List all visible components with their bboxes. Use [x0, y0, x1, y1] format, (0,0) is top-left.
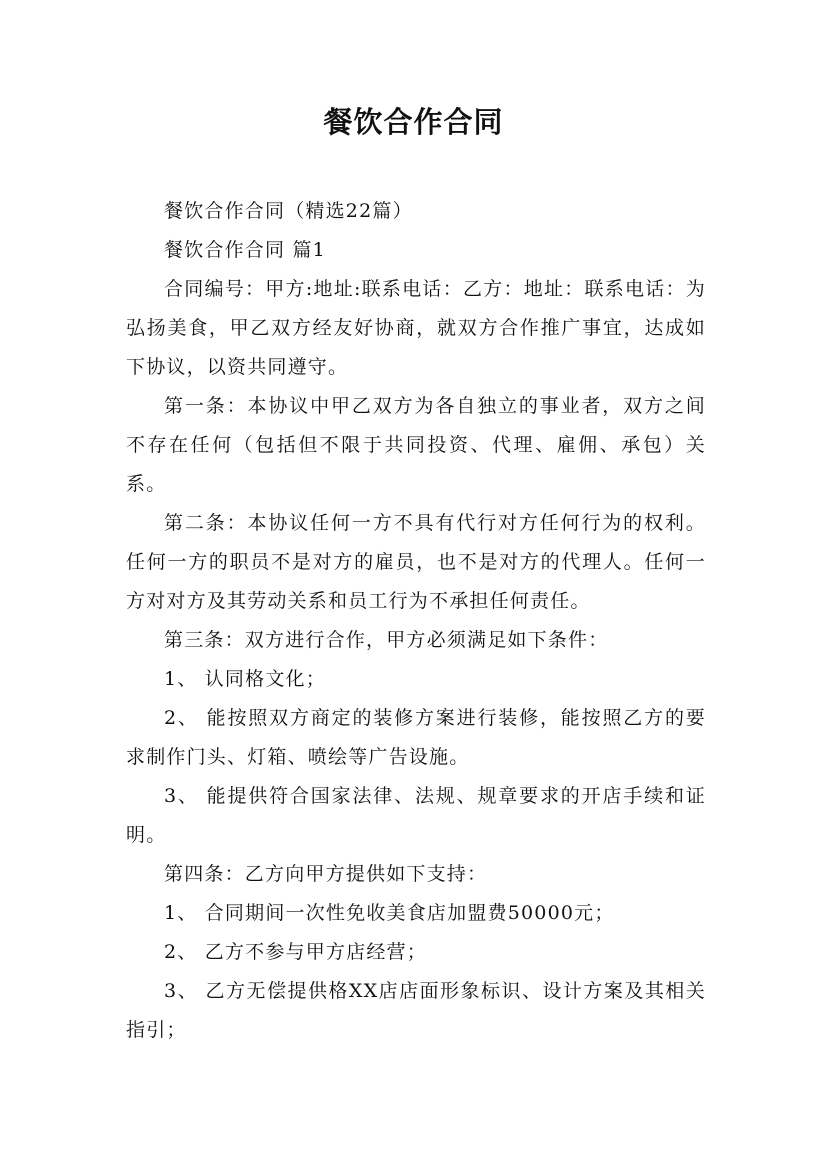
- document-body: [126, 192, 706, 1050]
- paragraph-section-heading: 餐饮合作合同 篇1: [164, 239, 326, 261]
- paragraph-article-3: 第三条：双方进行合作，甲方必须满足如下条件：: [164, 629, 609, 651]
- list-item-article-3-2: 2、 能按照双方商定的装修方案进行装修，能按照乙方的要求制作门头、灯箱、喷绘等广告设施。: [126, 707, 706, 768]
- paragraph-contract-parties: 合同编号：甲方:地址:联系电话：乙方：地址：联系电话：为弘扬美食，甲乙双方经友好协商，就双方合作推广事宜，达成如下协议，以资共同遵守。: [126, 278, 706, 378]
- list-item-article-3-1: 1、 认同格文化；: [164, 668, 326, 690]
- list-item-article-4-1: 1、 合同期间一次性免收美食店加盟费50000元；: [164, 902, 615, 924]
- list-item-article-3-3: 3、 能提供符合国家法律、法规、规章要求的开店手续和证明。: [126, 785, 706, 846]
- paragraph-subtitle: 餐饮合作合同（精选22篇）: [164, 200, 413, 222]
- list-item-article-4-3: 3、 乙方无偿提供格XX店店面形象标识、设计方案及其相关指引；: [126, 980, 706, 1041]
- paragraph-article-2: 第二条：本协议任何一方不具有代行对方任何行为的权利。任何一方的职员不是对方的雇员，也不是对方的代理人。任何一方对对方及其劳动关系和员工行为不承担任何责任。: [126, 512, 706, 612]
- list-item-article-4-2: 2、 乙方不参与甲方店经营；: [164, 941, 427, 963]
- paragraph-article-4: 第四条：乙方向甲方提供如下支持：: [164, 863, 488, 885]
- document-title: 餐饮合作合同: [323, 105, 504, 139]
- paragraph-article-1: 第一条：本协议中甲乙双方为各自独立的事业者，双方之间不存在任何（包括但不限于共同投资、代理、雇佣、承包）关系。: [126, 395, 706, 495]
